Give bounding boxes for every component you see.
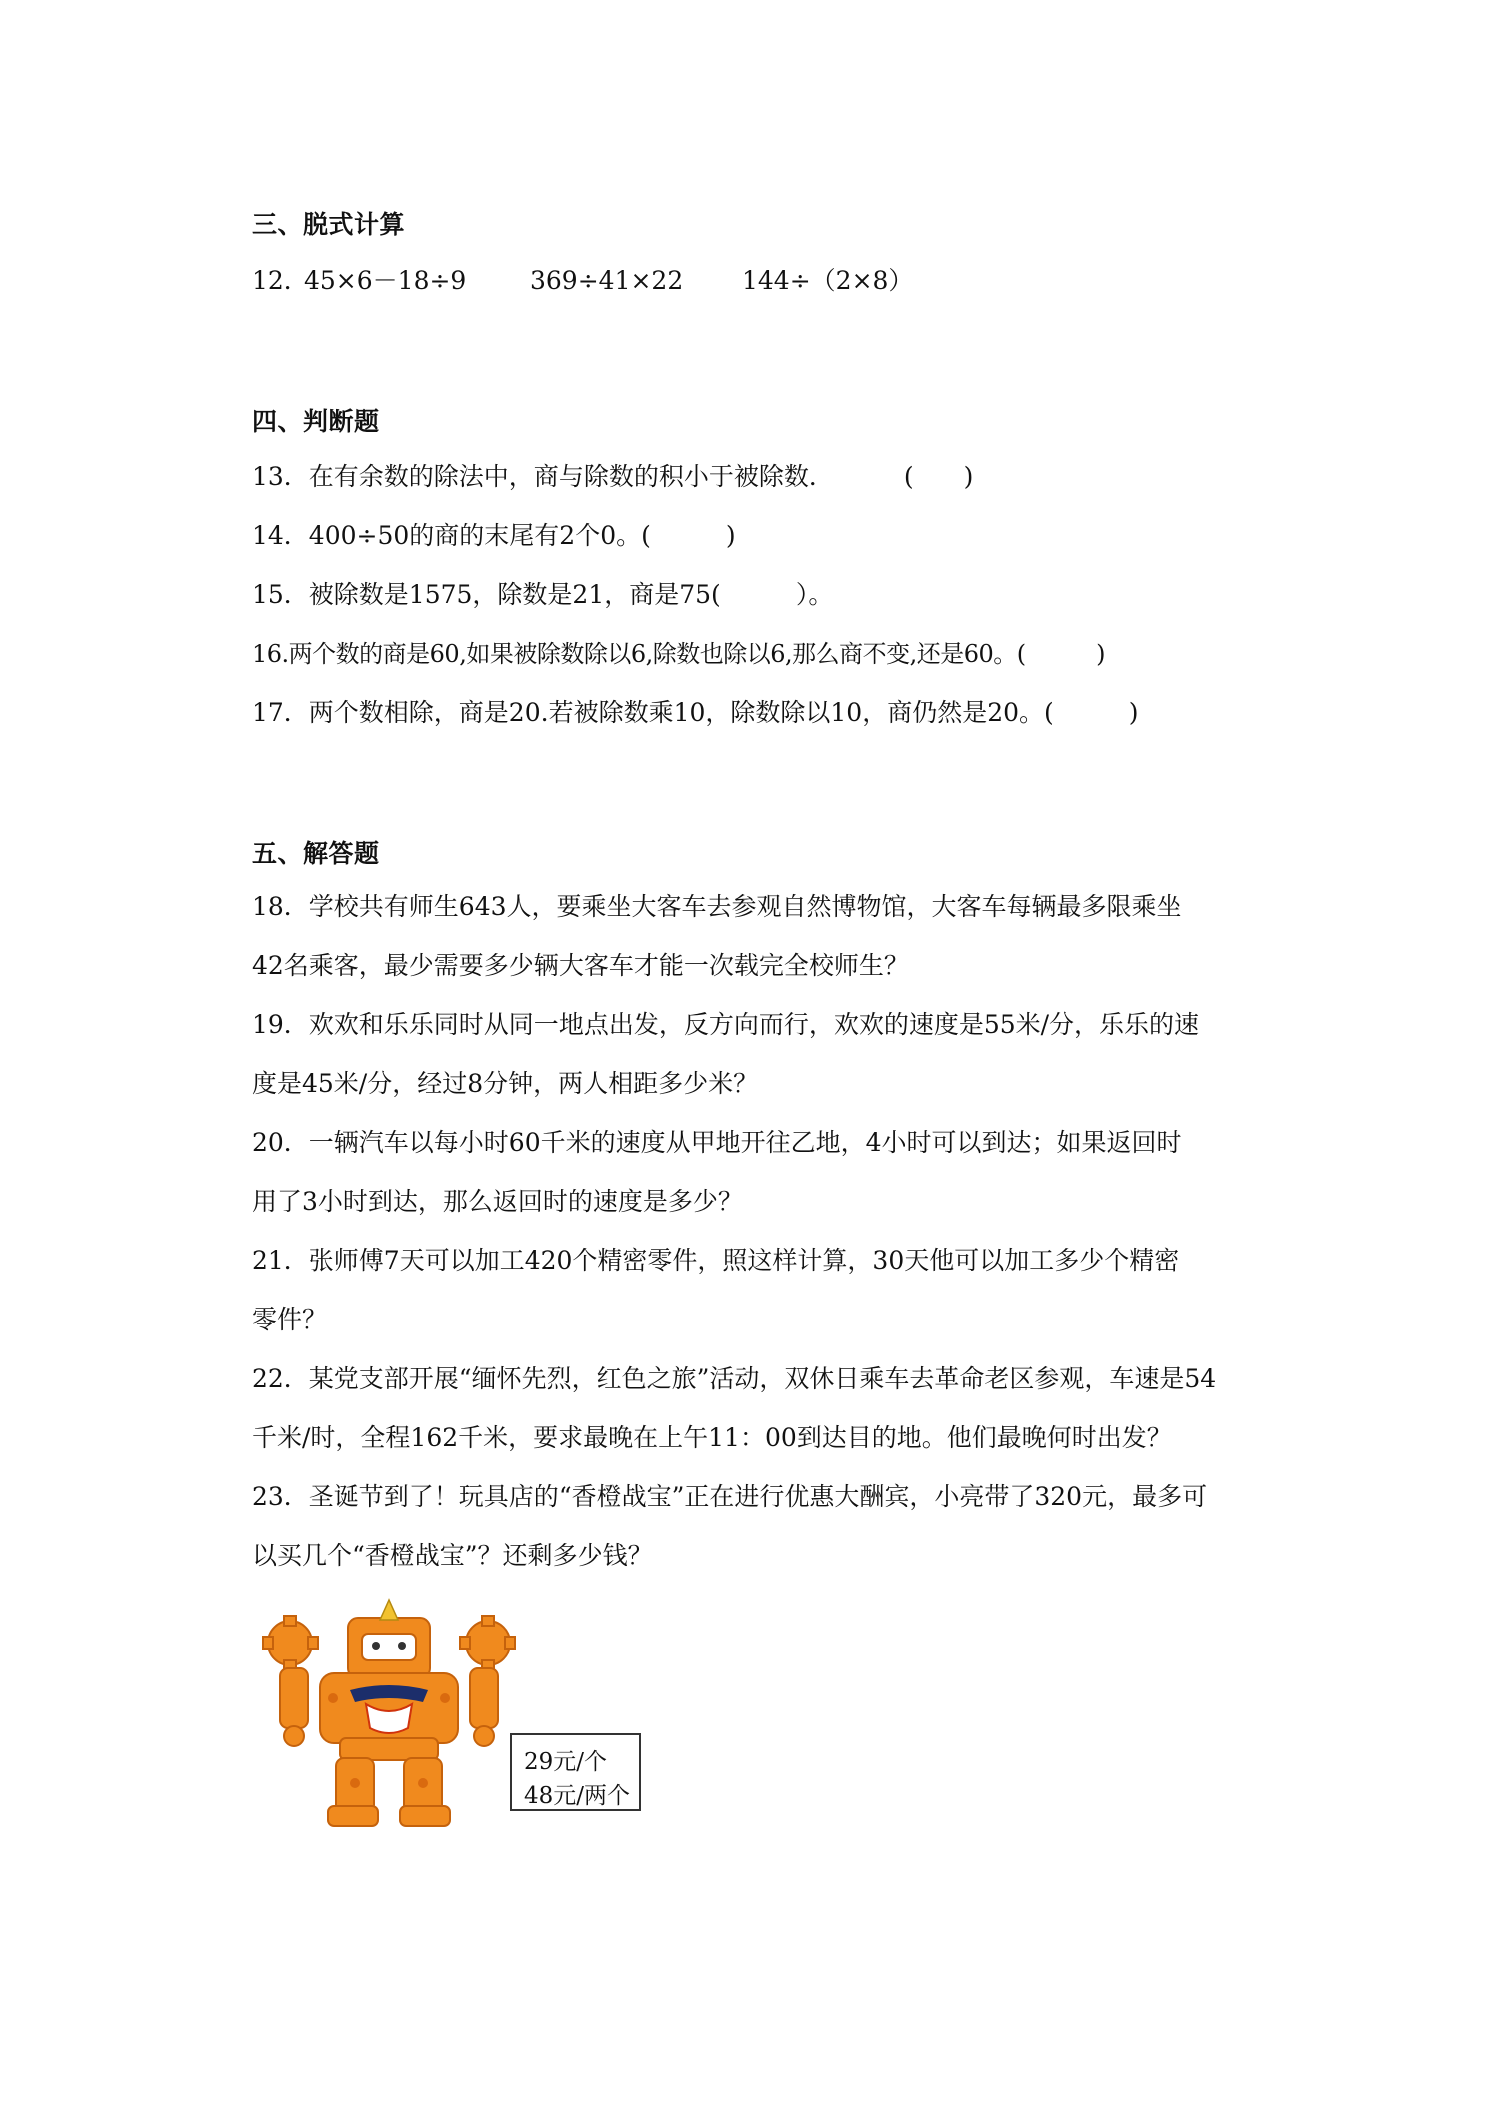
orange-robot-toy-icon [258,1598,520,1833]
q12-expression-2: 369÷41×22 [530,266,684,295]
price-pair: 48元/两个 [524,1783,631,1809]
q19-line-1: 19．欢欢和乐乐同时从同一地点出发，反方向而行，欢欢的速度是55米/分，乐乐的速 [252,1010,1200,1039]
section-heading-answer: 五、解答题 [252,839,380,868]
judge-item-text: 14．400÷50的商的末尾有2个0。( [252,521,651,550]
q21-line-1: 21．张师傅7天可以加工420个精密零件，照这样计算，30天他可以加工多少个精密 [252,1246,1180,1275]
judge-item-16 [252,639,1105,669]
section-heading-judge: 四、判断题 [252,407,380,436]
q12-expression-3: 144÷（2×8） [742,266,914,295]
price-single: 29元/个 [524,1749,608,1775]
q12-number: 12． [252,266,309,295]
q20-line-1: 20．一辆汽车以每小时60千米的速度从甲地开往乙地，4小时可以到达；如果返回时 [252,1128,1182,1157]
q18-line-2: 42名乘客，最少需要多少辆大客车才能一次载完全校师生？ [252,951,909,980]
q22-line-1: 22．某党支部开展“缅怀先烈，红色之旅”活动，双休日乘车去革命老区参观，车速是54 [252,1364,1217,1393]
section-heading-calc: 三、脱式计算 [252,210,406,239]
judge-item-15 [252,580,833,610]
q22-line-2: 千米/时，全程162千米，要求最晚在上午11：00到达目的地。他们最晚何时出发？ [252,1423,1172,1452]
q18-line-1: 18．学校共有师生643人，要乘坐大客车去参观自然博物馆，大客车每辆最多限乘坐 [252,892,1182,921]
judge-item-text: 16.两个数的商是60,如果被除数除以6,除数也除以6,那么商不变,还是60。( [252,640,1026,668]
answer-bracket[interactable]: ) [1025,640,1106,668]
answer-bracket[interactable]: ）。 [720,580,834,609]
q20-line-2: 用了3小时到达，那么返回时的速度是多少？ [252,1187,743,1216]
q19-line-2: 度是45米/分，经过8分钟，两人相距多少米？ [252,1069,759,1098]
q23-line-1: 23．圣诞节到了！玩具店的“香橙战宝”正在进行优惠大酬宾，小亮带了320元，最多可 [252,1482,1208,1511]
answer-bracket[interactable]: ( ) [903,462,974,491]
answer-bracket[interactable]: ) [650,521,736,550]
judge-item-17 [252,698,1139,728]
judge-item-text: 13．在有余数的除法中，商与除数的积小于被除数． [252,462,834,491]
judge-item-14 [252,521,736,551]
q12-expression-1: 45×6－18÷9 [304,266,467,295]
judge-item-text: 17．两个数相除，商是20.若被除数乘10，除数除以10，商仍然是20。( [252,698,1054,727]
price-label-box [510,1733,641,1811]
judge-item-13 [252,462,973,492]
judge-item-text: 15．被除数是1575，除数是21，商是75( [252,580,721,609]
q21-line-2: 零件？ [252,1305,328,1334]
q23-line-2: 以买几个“香橙战宝”？还剩多少钱？ [252,1541,653,1570]
answer-bracket[interactable]: ) [1053,698,1139,727]
